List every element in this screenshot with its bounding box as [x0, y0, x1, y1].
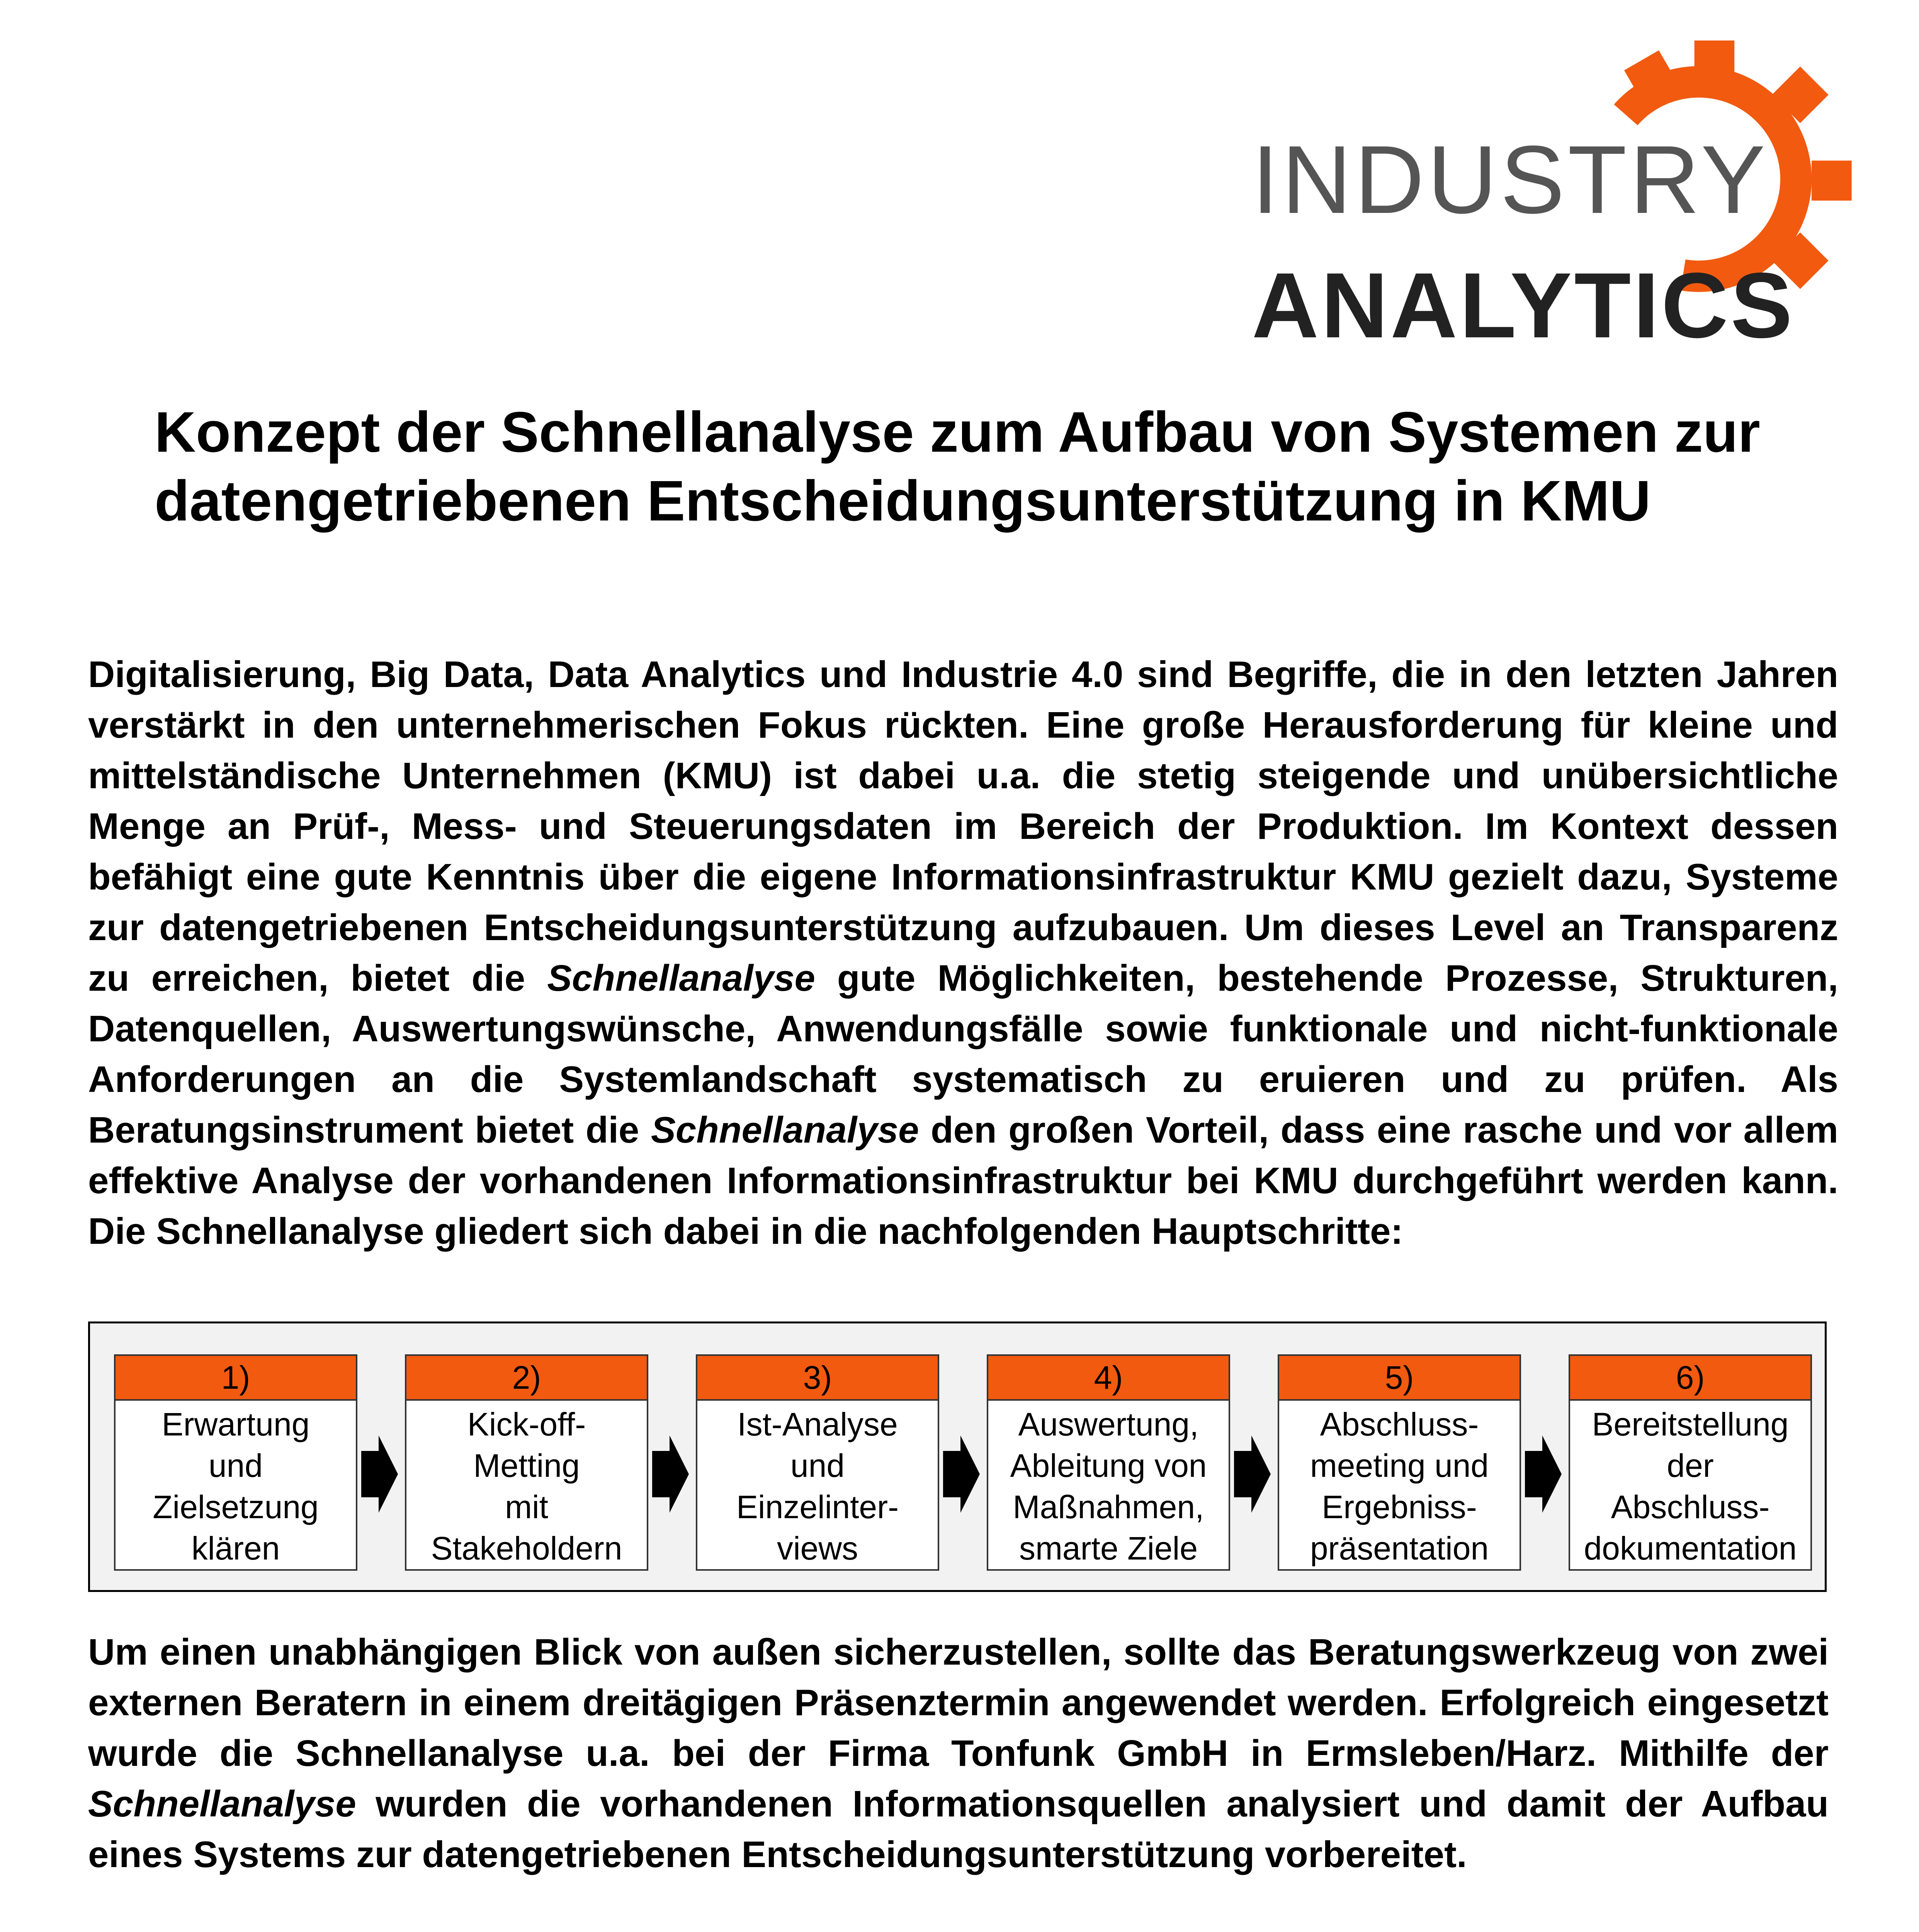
- logo-line-2: ANALYTICS: [1252, 253, 1795, 357]
- process-step-3: 3) Ist-Analyse und Einzelinter- views: [696, 1354, 939, 1571]
- industry-analytics-logo: [1252, 35, 1854, 357]
- outro-paragraph: Um einen unabhängigen Blick von außen sicherzustellen, sollte das Beratungswerkzeug von zwei externen Beratern in einem dreitägigen Präsenztermin angewendet werden. Erfolgreich eingesetzt wurde die Schnellanalyse u.a. bei der Firma Tonfunk GmbH in Ermsleben/Harz. Mithilfe der Schnellanalyse wurden die vorhandenen Informationsquellen analysiert und damit der Aufbau eines Systems zur datengetriebenen Entscheidungsunterstützung vorbereitet.: [88, 1631, 1829, 1875]
- intro-paragraph: Digitalisierung, Big Data, Data Analytics und Industrie 4.0 sind Begriffe, die in den letzten Jahren verstärkt in den unternehmerischen Fokus rückten. Eine große Herausforderung für kleine und mittelständische Unternehmen (KMU) ist dabei u.a. die stetig steigende und unübersichtliche Menge an Prüf-, Mess- und Steuerungsdaten im Bereich der Produktion. Im Kontext dessen befähigt eine gute Kenntnis über die eigene Informationsinfrastruktur KMU gezielt dazu, Systeme zur datengetriebenen Entscheidungsunterstützung aufzubauen. Um dieses Level an Transparenz zu erreichen, bietet die Schnellanalyse gute Möglichkeiten, bestehende Prozesse, Strukturen, Datenquellen, Auswertungswünsche, Anwendungsfälle sowie funktionale und nicht-funktionale Anforderungen an die Systemlandschaft systematisch zu eruieren und zu prüfen. Als Beratungsinstrument bietet die Schnellanalyse den großen Vorteil, dass eine rasche und vor allem effektive Analyse der vorhandenen Informationsinfrastruktur bei KMU durchgeführt werden kann. Die Schnellanalyse gliedert sich dabei in die nachfolgenden Hauptschritte:: [88, 654, 1839, 1252]
- process-diagram: [88, 1321, 1827, 1592]
- process-step-2: 2) Kick-off- Metting mit Stakeholdern: [405, 1354, 648, 1571]
- arrow-right-icon: [1230, 1435, 1273, 1513]
- arrow-right-icon: [939, 1435, 982, 1513]
- page-title: Konzept der Schnellanalyse zum Aufbau von Systemen zur datengetriebenen Entscheidungsunterstützung in KMU: [155, 400, 1760, 533]
- process-step-6: 6) Bereitstellung der Abschluss- dokumentation: [1569, 1354, 1812, 1571]
- process-step-4: 4) Auswertung, Ableitung von Maßnahmen, smarte Ziele: [987, 1354, 1230, 1571]
- arrow-right-icon: [357, 1435, 400, 1513]
- arrow-right-icon: [648, 1435, 691, 1513]
- arrow-right-icon: [1521, 1435, 1564, 1513]
- logo-line-1: INDUSTRY: [1252, 126, 1769, 233]
- process-step-5: 5) Abschluss- meeting und Ergebniss- präsentation: [1278, 1354, 1521, 1571]
- process-step-1: 1) Erwartung und Zielsetzung klären: [114, 1354, 357, 1571]
